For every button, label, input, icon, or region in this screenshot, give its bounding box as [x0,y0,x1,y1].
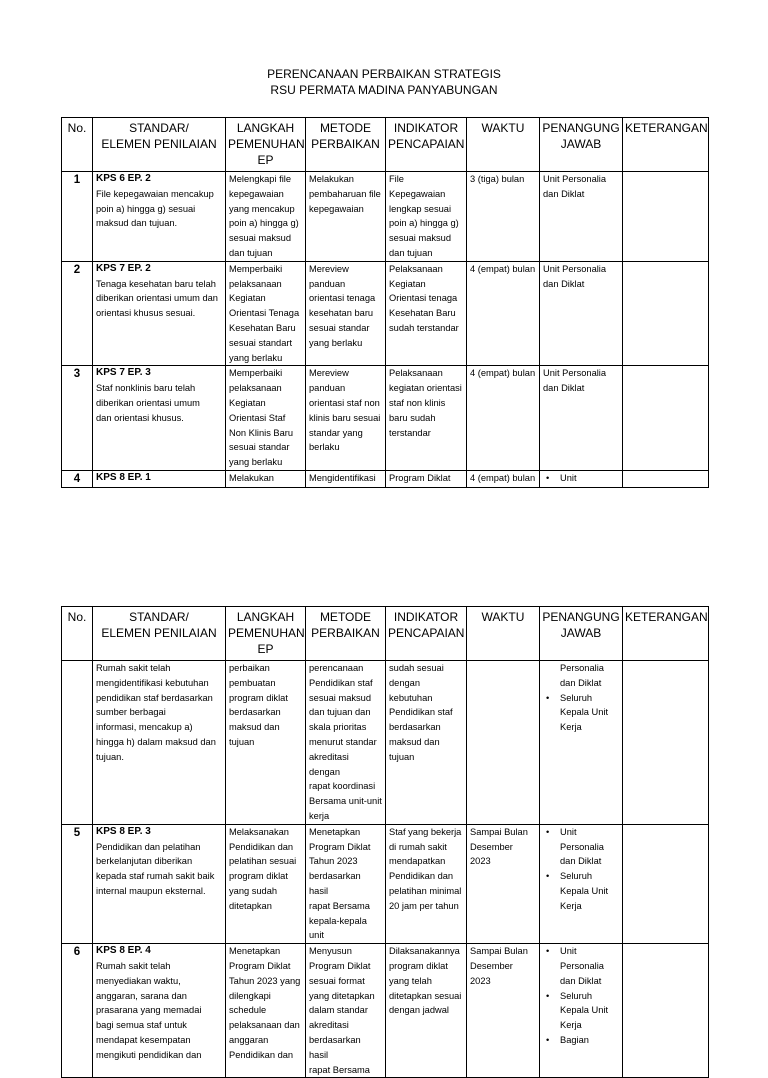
cell-penanggung-jawab [540,661,623,825]
list-item: • Bagian [560,1033,619,1048]
cell-indikator: Pelaksanaan kegiatan orientasi staf non klinis baru sudah terstandar [386,366,467,471]
header-standar: STANDAR/ ELEMEN PENILAIAN [93,118,226,172]
penanggung-list [543,691,619,735]
header-penanggung-jawab: PENANGUNG JAWAB [540,118,623,172]
cell-standar [93,470,226,487]
cell-no: 5 [62,824,93,943]
cell-no: 1 [62,172,93,262]
cell-metode: Mereview panduan orientasi tenaga kesehatan baru sesuai standar yang berlaku [306,261,386,366]
cell-langkah: Menetapkan Program Diklat Tahun 2023 yang dilengkapi schedule pelaksanaan dan anggaran Pendidikan dan [226,944,306,1078]
cell-no: 2 [62,261,93,366]
kps-code: KPS 8 EP. 4 [96,945,151,957]
header-metode: METODE PERBAIKAN [306,118,386,172]
cell-standar: KPS 6 EP. 2 File kepegawaian mencakup poin a) hingga g) sesuai maksud dan tujuan. [93,172,226,262]
cell-penanggung-jawab: Unit Personalia dan Diklat [540,172,623,262]
header-indikator: INDIKATOR PENCAPAIAN [386,607,467,661]
cell-langkah: perbaikan pembuatan program diklat berdasarkan maksud dan tujuan [226,661,306,825]
cell-indikator: sudah sesuai dengan kebutuhan Pendidikan staf berdasarkan maksud dan tujuan [386,661,467,825]
header-metode: METODE PERBAIKAN [306,607,386,661]
header-penanggung-jawab: PENANGUNG JAWAB [540,607,623,661]
cell-penanggung-jawab [540,944,623,1078]
cell-no [62,661,93,825]
cell-penanggung-jawab [540,470,623,487]
table-header-row [62,118,709,172]
cell-keterangan [623,366,709,471]
cell-waktu: 4 (empat) bulan [467,470,540,487]
list-item: • Unit Personalia dan Diklat [560,944,619,988]
document-title [0,66,768,98]
cell-keterangan [623,944,709,1078]
header-no: No. [62,118,93,172]
cell-keterangan [623,470,709,487]
table-row [62,172,709,262]
table-row [62,366,709,471]
header-langkah: LANGKAH PEMENUHAN EP [226,118,306,172]
header-keterangan: KETERANGAN [623,118,709,172]
cell-metode: perencanaan Pendidikan staf sesuai maksud dan tujuan dan skala prioritas menurut standar akreditasi dengan rapat koordinasi Bersama unit-unit kerja [306,661,386,825]
cell-langkah: Melengkapi file kepegawaian yang mencakup poin a) hingga g) sesuai maksud dan tujuan [226,172,306,262]
list-item: • Seluruh Kepala Unit Kerja [560,869,619,913]
cell-no: 6 [62,944,93,1078]
cell-langkah: Melaksanakan Pendidikan dan pelatihan sesuai program diklat yang sudah ditetapkan [226,824,306,943]
kps-code: KPS 7 EP. 2 [96,262,151,274]
cell-penanggung-jawab [540,824,623,943]
table-row [62,661,709,825]
cell-metode: Melakukan pembaharuan file kepegawaian [306,172,386,262]
cell-keterangan [623,261,709,366]
header-no: No. [62,607,93,661]
cell-indikator: Dilaksanakannya program diklat yang telah ditetapkan sesuai dengan jadwal [386,944,467,1078]
header-indikator: INDIKATOR PENCAPAIAN [386,118,467,172]
cell-langkah: Memperbaiki pelaksanaan Kegiatan Orientasi Staf Non Klinis Baru sesuai standar yang berlaku [226,366,306,471]
penanggung-list [543,944,619,1048]
cell-waktu: Sampai Bulan Desember 2023 [467,824,540,943]
table-row [62,944,709,1078]
cell-metode: Mereview panduan orientasi staf non klinis baru sesuai standar yang berlaku [306,366,386,471]
table-row [62,261,709,366]
cell-waktu: 3 (tiga) bulan [467,172,540,262]
title-line-1: PERENCANAAN PERBAIKAN STRATEGIS [267,67,501,81]
header-langkah: LANGKAH PEMENUHAN EP [226,607,306,661]
cell-standar: Rumah sakit telah mengidentifikasi kebutuhan pendidikan staf berdasarkan sumber berbagai informasi, mencakup a) hingga h) dalam maksud dan tujuan. [93,661,226,825]
cell-penanggung-jawab: Unit Personalia dan Diklat [540,261,623,366]
penanggung-list [543,825,619,914]
cell-metode: Mengidentifikasi [306,470,386,487]
table-row [62,824,709,943]
cell-waktu: 4 (empat) bulan [467,366,540,471]
list-item: • Seluruh Kepala Unit Kerja [560,691,619,735]
cell-langkah: Memperbaiki pelaksanaan Kegiatan Orientasi Tenaga Kesehatan Baru sesuai standart yang berlaku [226,261,306,366]
header-waktu: WAKTU [467,607,540,661]
table-header-row [62,607,709,661]
header-standar: STANDAR/ ELEMEN PENILAIAN [93,607,226,661]
cell-standar: KPS 7 EP. 2 Tenaga kesehatan baru telah diberikan orientasi umum dan orientasi khusus sesuai. [93,261,226,366]
cell-standar: KPS 7 EP. 3 Staf nonklinis baru telah diberikan orientasi umum dan orientasi khusus. [93,366,226,471]
strategic-plan-table-1 [61,117,709,488]
cell-indikator: Program Diklat [386,470,467,487]
strategic-plan-table-2 [61,606,709,1078]
kps-code: KPS 8 EP. 1 [96,471,151,483]
cell-penanggung-jawab: Unit Personalia dan Diklat [540,366,623,471]
list-item: • Unit Personalia dan Diklat [560,825,619,869]
list-item: • Seluruh Kepala Unit Kerja [560,989,619,1033]
kps-code: KPS 7 EP. 3 [96,367,151,379]
cell-keterangan [623,172,709,262]
cell-waktu: 4 (empat) bulan [467,261,540,366]
header-keterangan: KETERANGAN [623,607,709,661]
title-line-2: RSU PERMATA MADINA PANYABUNGAN [270,83,498,97]
cell-standar: KPS 8 EP. 3 Pendidikan dan pelatihan berkelanjutan diberikan kepada staf rumah sakit baik internal maupun eksternal. [93,824,226,943]
cell-waktu [467,661,540,825]
cell-metode: Menyusun Program Diklat sesuai format yang ditetapkan dalam standar akreditasi berdasarkan hasil rapat Bersama [306,944,386,1078]
cell-langkah: Melakukan [226,470,306,487]
cell-indikator: Staf yang bekerja di rumah sakit mendapatkan Pendidikan dan pelatihan minimal 20 jam per tahun [386,824,467,943]
list-item: • Unit [560,471,619,486]
penanggung-continuation: Personalia dan Diklat [560,663,604,688]
penanggung-list [543,471,619,486]
cell-keterangan [623,661,709,825]
cell-indikator: Pelaksanaan Kegiatan Orientasi tenaga Kesehatan Baru sudah terstandar [386,261,467,366]
cell-standar: KPS 8 EP. 4 Rumah sakit telah menyediakan waktu, anggaran, sarana dan prasarana yang memadai bagi semua staf untuk mendapat kesempatan mengikuti pendidikan dan [93,944,226,1078]
kps-code: KPS 6 EP. 2 [96,173,151,184]
cell-indikator: File Kepegawaian lengkap sesuai poin a) hingga g) sesuai maksud dan tujuan [386,172,467,262]
cell-no: 4 [62,470,93,487]
cell-waktu: Sampai Bulan Desember 2023 [467,944,540,1078]
header-waktu: WAKTU [467,118,540,172]
kps-code: KPS 8 EP. 3 [96,825,151,837]
table-row [62,470,709,487]
cell-no: 3 [62,366,93,471]
cell-keterangan [623,824,709,943]
cell-metode: Menetapkan Program Diklat Tahun 2023 berdasarkan hasil rapat Bersama kepala-kepala unit [306,824,386,943]
